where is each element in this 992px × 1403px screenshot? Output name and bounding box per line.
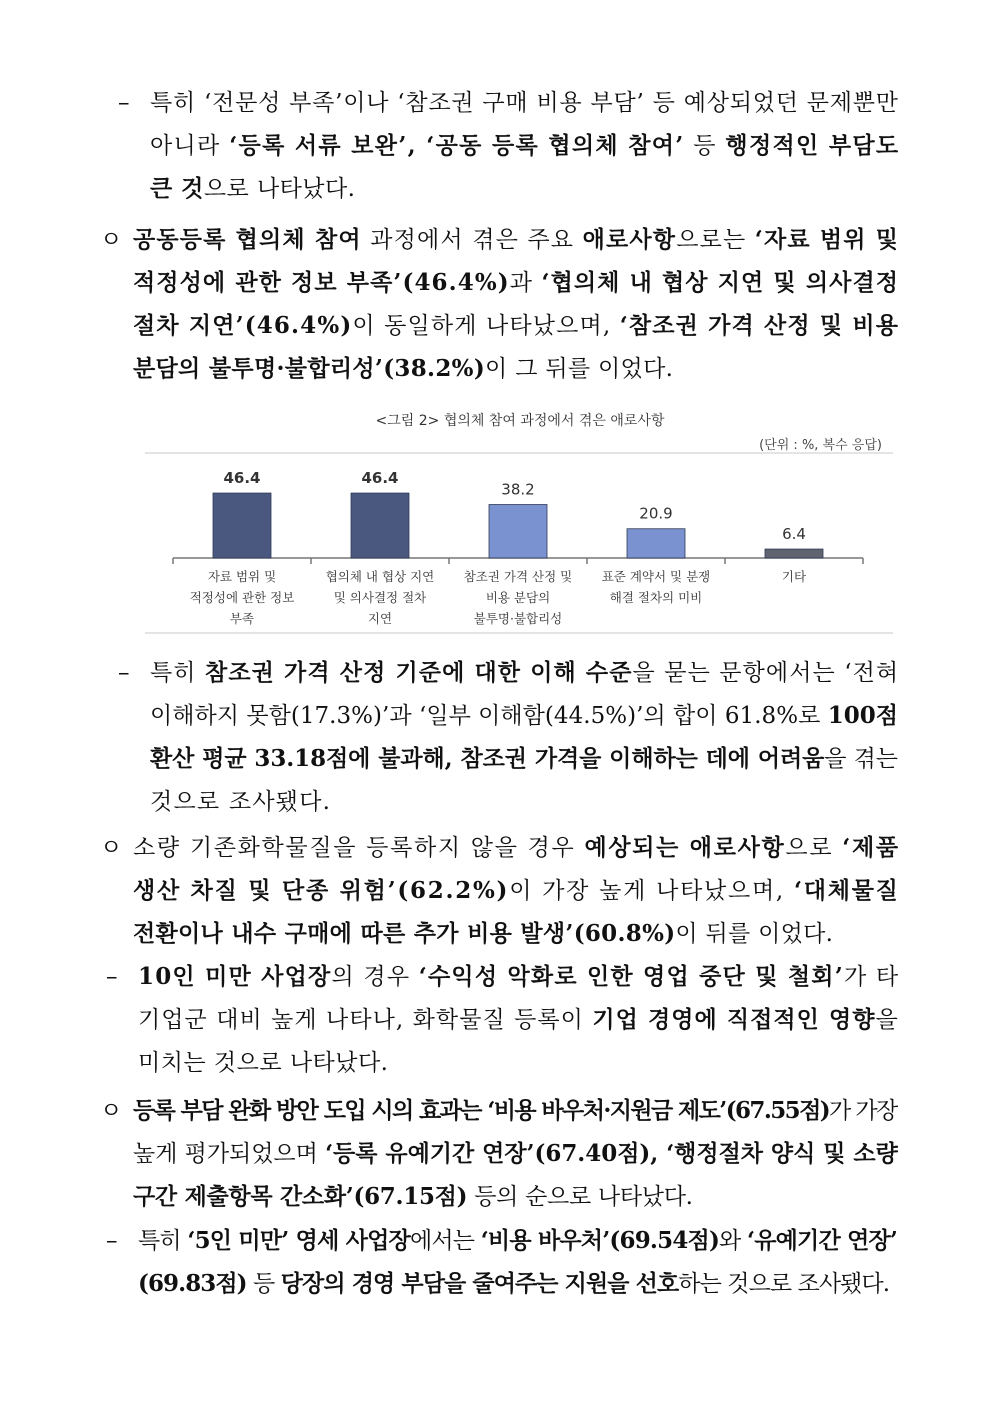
text-segment: 과정에서 겪은 주요 [361, 227, 583, 253]
bold-text: 애로사항 [582, 226, 677, 253]
bold-text: ‘참조권 가격 산정 및 비용 [619, 312, 900, 339]
paragraph-line [150, 658, 899, 688]
text-segment: 아니라 [150, 133, 230, 159]
bar-value-label: 38.2 [501, 480, 535, 499]
paragraph-line [150, 701, 898, 731]
bold-text: 당장의 경영 부담을 줄여주는 지원을 선호 [280, 1270, 679, 1297]
category-label: 불투명·불합리성 [473, 611, 563, 626]
bold-text: ‘유예기간 연장’ [746, 1227, 898, 1254]
text-segment: 가 가장 [829, 1098, 897, 1124]
paragraph-line [150, 131, 899, 161]
bold-text: (69.83점) [138, 1270, 247, 1297]
bold-text: 참조권 가격 산정 기준에 대한 이해 수준 [205, 659, 633, 686]
paragraph-line [133, 833, 900, 863]
paragraph-line [133, 354, 673, 384]
paragraph-line [133, 1096, 897, 1126]
bold-text: 적정성에 관한 정보 부족’(46.4%) [133, 269, 510, 296]
text-segment: 에서는 [409, 1228, 481, 1254]
category-label: 표준 계약서 및 분쟁 [601, 569, 711, 584]
bold-text: ‘자료 범위 및 [754, 226, 900, 253]
circle-bullet: ㅇ [100, 835, 123, 861]
paragraph-line [150, 744, 898, 774]
text-segment: 등 [684, 133, 726, 159]
bar-3 [489, 505, 547, 558]
text-segment: 이 가장 높게 나타났으며, [509, 878, 795, 904]
bold-text: 절차 지연’(46.4%) [133, 312, 353, 339]
bold-text: ‘대체물질 [794, 877, 900, 904]
text-segment: 이해하지 못함(17.3%)’과 ‘일부 이해함(44.5%)’의 합이 61.8%로 [150, 703, 828, 729]
bold-text: 10인 미만 사업장 [138, 963, 332, 990]
bold-text: 등록 부담 완화 방안 도입 시의 효과는 ‘비용 바우처·지원금 제도’(67.55점) [133, 1097, 829, 1124]
text-segment: 을 묻는 문항에서는 ‘전혀 [632, 660, 900, 686]
text-segment: 높게 평가되었으며 [133, 1141, 326, 1167]
figure-unit-note: (단위 : %, 복수 응답) [759, 438, 882, 453]
figure-caption: <그림 2> 협의체 참여 과정에서 겪은 애로사항 [375, 413, 665, 429]
bold-text: 생산 차질 및 단종 위험’(62.2%) [133, 877, 510, 904]
bold-text: 공동등록 협의체 참여 [133, 226, 362, 253]
category-label: 비용 분담의 [485, 590, 551, 605]
bar-value-label: 46.4 [223, 469, 261, 488]
text-segment: 으로는 [676, 227, 755, 253]
text-segment: 소량 기존화학물질을 등록하지 않을 경우 [133, 835, 585, 861]
text-segment: 이 그 뒤를 이었다. [485, 356, 674, 382]
bold-text: ‘협의체 내 협상 지연 및 의사결정 [541, 269, 900, 296]
text-segment: 으로 나타났다. [203, 176, 356, 202]
paragraph-line [133, 225, 899, 255]
bar-5 [765, 549, 823, 558]
text-segment: 이 뒤를 이었다. [675, 921, 834, 947]
bold-text: ‘5인 미만’ 영세 사업장 [187, 1227, 410, 1254]
bold-text: ‘비용 바우처’(69.54점) [480, 1227, 720, 1254]
bold-text: 큰 것 [150, 175, 204, 202]
text-segment: 등 [246, 1271, 281, 1297]
text-segment: 와 [719, 1228, 747, 1254]
bold-text: ‘제품 [842, 834, 900, 861]
text-segment: 하는 것으로 조사됐다. [678, 1271, 890, 1297]
text-segment: 기업군 대비 높게 나타나, 화학물질 등록이 [138, 1007, 593, 1033]
bold-text: ‘등록 유예기간 연장’(67.40점), ‘행정절차 양식 및 소량 [325, 1140, 898, 1167]
text-segment: 특히 [138, 1228, 188, 1254]
bold-text: 분담의 불투명·불합리성’(38.2%) [133, 355, 486, 382]
text-segment: 미치는 것으로 나타났다. [138, 1050, 389, 1076]
text-segment: 특히 [150, 660, 206, 686]
dash-bullet: – [106, 1228, 118, 1254]
circle-bullet: ㅇ [100, 227, 123, 253]
text-segment: 을 [875, 1007, 899, 1033]
text-segment: 과 [509, 270, 542, 296]
text-segment: 을 겪는 [824, 746, 898, 772]
bold-text: ‘수익성 악화로 인한 영업 중단 및 철회’ [418, 963, 844, 990]
text-segment: 의 경우 [331, 964, 419, 990]
paragraph-line [133, 1182, 693, 1212]
category-label: 지연 [367, 611, 393, 626]
bar-value-label: 46.4 [361, 469, 399, 488]
text-segment: 으로 [785, 835, 843, 861]
bar-1 [213, 493, 271, 558]
bold-text: 기업 경영에 직접적인 영향 [592, 1006, 876, 1033]
category-label: 부족 [229, 611, 255, 626]
category-label: 자료 범위 및 [207, 569, 277, 584]
bold-text: 100점 [827, 702, 899, 729]
bar-value-label: 6.4 [782, 525, 806, 544]
category-label: 및 의사결정 절차 [333, 590, 427, 605]
paragraph-line [138, 1269, 889, 1299]
paragraph-line [150, 174, 355, 204]
bar-4 [627, 529, 685, 558]
dash-bullet: – [118, 90, 130, 116]
bar-chart [145, 452, 893, 634]
paragraph-line [133, 268, 899, 298]
category-label: 해결 절차의 미비 [609, 590, 703, 605]
category-label: 협의체 내 협상 지연 [325, 569, 435, 584]
bold-text: 예상되는 애로사항 [584, 834, 786, 861]
paragraph-line [150, 88, 899, 118]
paragraph-line [133, 311, 899, 341]
paragraph-line [138, 962, 899, 992]
circle-bullet: ㅇ [100, 1098, 123, 1124]
paragraph-line [138, 1226, 897, 1256]
text-segment: 이 동일하게 나타났으며, [352, 313, 620, 339]
bold-text: ‘등록 서류 보완’, ‘공동 등록 협의체 참여’ [229, 132, 685, 159]
text-segment: 가 타 [843, 964, 900, 990]
bold-text: 전환이나 내수 구매에 따른 추가 비용 발생’(60.8%) [133, 920, 676, 947]
bold-text: 환산 평균 33.18점에 불과해, 참조권 가격을 이해하는 데에 어려움 [150, 745, 825, 772]
paragraph-line [133, 1139, 898, 1169]
text-segment: 등의 순으로 나타났다. [467, 1184, 693, 1210]
paragraph-line [133, 876, 900, 906]
paragraph-line [150, 787, 331, 817]
text-segment: 것으로 조사됐다. [150, 789, 332, 815]
bold-text: 구간 제출항목 간소화’(67.15점) [133, 1183, 468, 1210]
bold-text: 행정적인 부담도 [725, 132, 900, 159]
category-label: 참조권 가격 산정 및 [463, 569, 573, 584]
paragraph-line [138, 1048, 388, 1078]
paragraph-line [138, 1005, 899, 1035]
category-label: 적정성에 관한 정보 [189, 590, 295, 605]
bar-2 [351, 493, 409, 558]
bar-value-label: 20.9 [639, 504, 673, 523]
dash-bullet: – [118, 660, 130, 686]
text-segment: 특히 ‘전문성 부족’이나 ‘참조권 구매 비용 부담’ 등 예상되었던 문제뿐만 [150, 90, 899, 116]
category-label: 기타 [781, 569, 807, 584]
paragraph-line [133, 919, 833, 949]
dash-bullet: – [106, 964, 118, 990]
